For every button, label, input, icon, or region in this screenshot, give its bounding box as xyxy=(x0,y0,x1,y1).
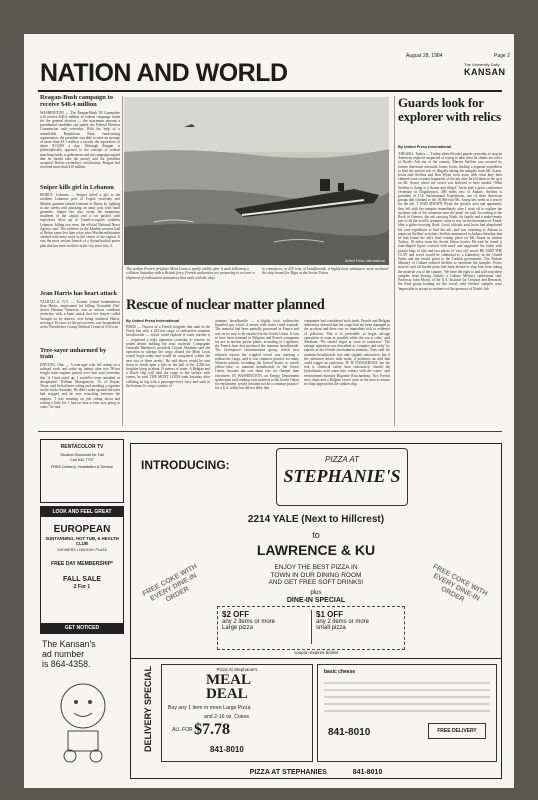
coupon-text: any 2 items or more xyxy=(316,619,370,625)
photo-credit: United Press International xyxy=(344,259,385,263)
main-story-column: companies had considered such deals. French and Belgian authorities stressed that the cargo had not been damaged in the accident and there was no immediate risk or evidence of pollution. 'But it is preferable to begin salvage operations as soon as possible while the sea is calm,' said Abraham. 'We should begin as soon as tomorrow.' The salvage operation was described as 'complex and risky' by experts at the French environment ministry. They said the uranium hexafluoride was only slightly radioactive, but if the substance mixes with water, it produces an acid that could trigger an explosion. 'IF IS DANGEROUS, but the risk is chemical rather than radioactive, should the hydrofluoric acid come into contact with the water,' said environment minister Huguette Bouchardeau. Two French navy ships and a Belgian vessel were in the area to ensure no ships approached the sunken ship. xyxy=(304,319,390,387)
ad-line: SUNTANNING, HOT TUB, & HEALTH CLUB xyxy=(45,536,119,546)
ad-line: Student Discounts for Fall xyxy=(60,453,104,457)
cartoon-illustration xyxy=(48,676,118,766)
meal-top: Pizza At Stephanie's xyxy=(216,667,258,672)
paper-subtitle: The University Daily xyxy=(464,62,500,67)
page-number: Page 2 xyxy=(494,53,510,59)
free-coke-stamp: FREE COKE WITH EVERY DINE-IN ORDER xyxy=(431,563,489,604)
ad-sale: FALL SALE xyxy=(63,576,101,583)
section-title: NATION AND WORLD xyxy=(40,59,288,87)
ad-address: 2214 YALE (Next to Hillcrest) xyxy=(247,514,385,525)
meal-deal-box xyxy=(161,664,313,762)
ads-divider xyxy=(38,431,502,432)
coupon-expiry: coupon expires 9/4/84 xyxy=(293,650,339,655)
ad-banner: LOOK AND FEEL GREAT xyxy=(41,507,123,517)
story-headline: Jean Harris has heart attack xyxy=(40,290,117,298)
story-body: BEIRUT, Lebanon — Snipers killed a girl in the northern Lebanese port of Tripoli yesterday and Muslim gunmen fanned tensions in Beirut by fighting in the streets and attacking an army post with hand grenades. Sniper fire also swept the mountains southeast of the capital and a car packed with explosives blew up in Israeli-occupied southern Lebanon, killing two men, the official National News Agency said. The violence in the Muslim western half of Beirut came less than a day after Muslim militiamen clashed with army units in the center of the capital. It was the most serious breach of a Syrian-backed peace plan that has been in effect in the city since July 4. xyxy=(40,193,120,248)
story-body: WASHINGTON — The Reagan-Bush '84 Committee will receive $40.4 million in federal campaign funds for the general election — the maximum amount a presidential candidate can spend, the Federal Election Commission said yesterday. With the help of a remarkable Republican Party fund-raising organization, the president was able to raise an average of more than $1.1 million a month, the equivalent of about $13,000 a day. Although Reagan is philosophically opposed to the concept of federal matching funds, a spokesman said the campaign argued that he should take the money and the president accepted. Before yesterday's certification, Reagan had received more than $10 million. xyxy=(40,110,120,170)
rentacolor-ad xyxy=(40,439,124,503)
photo-caption-continued: to containers, or 225 tons, of hexafluoride, a highly toxic substance, were on board the ship bound for Riga in the Soviet Union. xyxy=(262,267,389,276)
paper-name: KANSAN xyxy=(464,67,506,77)
issue-date: August 28, 1984 xyxy=(406,53,443,59)
coupon-divider xyxy=(311,610,312,644)
ad-to: to xyxy=(312,530,320,540)
masthead-rule xyxy=(38,90,502,92)
ad-divider xyxy=(131,658,501,659)
ad-footer xyxy=(131,769,501,776)
coupon-box xyxy=(217,606,405,650)
coupon-size: small pizza xyxy=(316,625,346,631)
shipwreck-photo xyxy=(124,97,389,265)
pizza-logo xyxy=(276,448,408,506)
story-headline: Reagan-Bush campaign to receive $40.4 million xyxy=(40,95,113,108)
meal-price: $7.78 xyxy=(194,721,230,738)
pizza-ad xyxy=(130,443,502,779)
meal-title xyxy=(206,673,251,701)
photo-caption: The sunken French freighter Mont Louis is partly visible after it sank following a collision Saturday with a British ferry. French authorities are preparing to recover a shipment of radioactive substances that sank with the ship. xyxy=(126,267,255,280)
right-story-body: ANKARA, Turkey — Turkey alerted border guards yesterday to stop an American explorer suspected of trying to take what he claims are relics of Noah's Ark out of the country. Marvin Steffins was accused by former American astronaut James Irwin, leading a separate expedition to find the ancient ark, of illegally taking the samples from Mt. Ararat. Irwin said Steffins and Ron Wyatt went away with what they later claimed were wooden fragments of the ark after he led them to the spot on Mt. Ararat where the vessel was believed to have landed. 'What Steffins is doing is a shame and illegal,' Irwin said a press conference yesterday in Dogubeyazit, 400 miles east of Ankara. Steffins is president of U.S. International Expeditions, one of three American groups that climbed to the 16,946-foot Mt. Ararat last week in a search for the ark. 'I HAD SHOWN Wyatt the specific area and apparently they left with the samples immediately after I went off to explore the northern side of the mountain near the peak,' he said. According to the Book of Genesis, the ark carrying Noah, his family and a male-female pair of all the world's creatures came to rest 'on the mountains of Ararat' after a globe-covering flood. Local officials said Irwin had abandoned his own expedition to find the ark, and was returning to Ankara to report on Steffins' activities. Steffins announced in Ankara Saturday that he had found the ark's final resting place on Mt. Ararat in eastern Turkey, 18 miles from the Soviet Union border. He said he found 'a boat-shaped figure covered with mud' and supported his claim with picture bags of clay and two pieces of 'very old' wood. HE SAID THE CLAY and wood would be submitted to a laboratory in the United States and the results given to the Turkish government. The Turkish Ministry of Culture ordered Steffins to surrender the samples. Police sources said all border posts had been alerted to stop him from taking the material out of the country. 'We have the right to and will stop these samples from leaving Turkey,' a Culture Ministry spokesman said. Professor John Morris of the U.S. Institute for Creation and Research, the third group looking for the vessel, said Steffins' samples were 'impossible to accept as evidence of the presence of Noah's Ark.' xyxy=(398,152,502,291)
newspaper-page xyxy=(24,34,514,788)
ad-offer: FREE DAY MEMBERSHIP* xyxy=(51,561,113,567)
column-divider xyxy=(394,96,395,426)
meal-buy: Buy any 1 item or more Large Pizza xyxy=(168,705,251,711)
ad-line: ad number xyxy=(42,649,85,659)
ad-line: is 864-4358. xyxy=(42,659,91,669)
meal-word: DEAL xyxy=(206,686,248,702)
story-body: VALHALLA, N.Y. — Former school headmistress Jean Harris, imprisoned for killing 'Scarsdale Diet' doctor Herman Tarnower, was in serious condition yesterday with a heart attack that her lawyer called 'brought on by distress' over being confined. Harris, serving a 15-years-to-life prison term, was hospitalized at the Westchester County Medical Center at 5:30 a.m. xyxy=(40,299,120,330)
sea-scene-graphic xyxy=(124,97,389,265)
main-story-column: PARIS — Owners of a French freighter that sank in the North Sea with a 225-ton cargo of radioactive uranium hexafluoride — which could explode if water reaches it — requested a risky operation yesterday to remove its sealed drums holding the toxic material. Compagnie Generale Maritime's president Claude Abraham said the operation to salvage the cargo aboard the Mont Louis would begin today and would be completed 'within the next two or three weeks.' He said divers would be sent down to break open a hole in the hull of the 4,200-ton freighter lying in about 15 meters of water. A Belgian and a Dutch ship will haul the cargo to the surface with cranes, he said. THE MONT LOUIS sank Saturday after colliding in fog with a passenger-ferry ferry and sank to the bottom. Its cargo consists of xyxy=(126,325,210,388)
story-body: DAYTON, Ohio — A teen-ager who fell asleep on a railroad track and woke up unhurt after two 90-ton freight train engines passed over him said yesterday that 'if I had stood up, I would've been smashed or decapitated.' William Montgomery, 15, of Bryan, Texas, said he had been sitting and smoking a cigarette on the tracks Saturday. He didn't wake up until the train had stopped and he was crouching between the engines. 'I was standing on just sitting down and resting a little bit. I had no idea a train was going to come,' he said. xyxy=(40,363,120,410)
kansan-ad-notice xyxy=(42,639,122,669)
menu-heading: basic cheese xyxy=(324,669,356,675)
logo-name: STEPHANIE'S xyxy=(283,466,401,486)
left-column xyxy=(40,95,120,425)
meal-phone: 841-8010 xyxy=(210,745,244,754)
coupon-large xyxy=(222,610,312,631)
ad-line: FREE Delivery, Installation & Service xyxy=(50,465,114,469)
ad-line: Call 842-7757 xyxy=(70,458,94,462)
footer-phone: 841-8010 xyxy=(352,769,383,776)
ad-line: ENJOY THE BEST PIZZA IN xyxy=(274,564,358,571)
ad-title: RENTACOLOR TV xyxy=(60,444,104,450)
free-delivery-badge: FREE DELIVERY xyxy=(428,723,486,739)
column-divider xyxy=(122,96,123,426)
coupon-amount: $1 OFF xyxy=(316,610,344,619)
ad-banner: GET NOTICED xyxy=(41,623,123,633)
main-headline: Rescue of nuclear matter planned xyxy=(126,297,325,313)
right-byline: By United Press International xyxy=(398,145,451,149)
logo-top: PIZZA AT xyxy=(325,455,359,464)
meal-and: and 2-16 oz. Cokes xyxy=(204,714,249,720)
ad-line: The Kansan's xyxy=(42,639,96,649)
ad-plus: plus xyxy=(310,590,322,596)
ad-lawrence: LAWRENCE & KU xyxy=(256,542,376,558)
free-coke-stamp: FREE COKE WITH EVERY DINE-IN ORDER xyxy=(141,563,199,604)
meal-word: MEAL xyxy=(206,672,251,688)
ad-line: AND GET FREE SOFT DRINKS! xyxy=(268,579,364,586)
coupon-text: any 2 items or more xyxy=(222,619,276,625)
right-headline: Guards look for explorer with relics xyxy=(398,95,501,124)
coupon-size: Large pizza xyxy=(222,625,254,631)
main-byline: By United Press International xyxy=(126,319,179,323)
ad-offer: 2 For 1 xyxy=(73,584,91,590)
european-ad xyxy=(40,506,124,634)
coupon-amount: $2 OFF xyxy=(222,610,250,619)
dine-in-heading: DINE-IN SPECIAL xyxy=(286,597,346,604)
coupon-small xyxy=(316,610,402,631)
ad-name: EUROPEAN xyxy=(53,524,111,535)
meal-price-label: ALL FOR xyxy=(172,727,193,733)
menu-phone: 841-8010 xyxy=(328,727,371,738)
delivery-special-label: DELIVERY SPECIAL xyxy=(143,665,153,753)
main-story-column: uranium hexafluoride — a highly toxic radioactive liquefied gas which if mixed with water could explode. The material had been partially processed in France and was on its way to be enriched in the Soviet Union. It was to have been returned to Belgium and French companies for use in nuclear power plants, according to Cogelinex, the French firm that produced the uranium hexafluoride. The Greenpeace environmental group, which first released reports the crippled vessel was carrying a radioactive cargo, said it was common practice for many Western nations, including the United States, to enrich yellow-cake, or uranium hexafluoride in the Soviet Union, because the cost there was far cheaper than elsewhere. IN WASHINGTON, an Energy Department spokesman said sending such material to the Soviet Union for enrichment 'would certainly not be a common practice' for a U.S. utility but did not deny that xyxy=(215,319,299,391)
ad-line: TOWN IN OUR DINING ROOM xyxy=(270,571,362,579)
footer-name: PIZZA AT STEPHANIES xyxy=(249,769,327,776)
ad-line: SHOWERS • HOLIDAY PLAZA xyxy=(57,548,107,552)
story-headline: Sniper kills girl in Lebanon xyxy=(40,183,114,191)
ad-intro: INTRODUCING: xyxy=(141,458,230,472)
menu-price-table xyxy=(324,677,490,717)
story-headline: Tree-sayer unharmed by train xyxy=(40,346,107,361)
menu-box xyxy=(317,664,497,762)
